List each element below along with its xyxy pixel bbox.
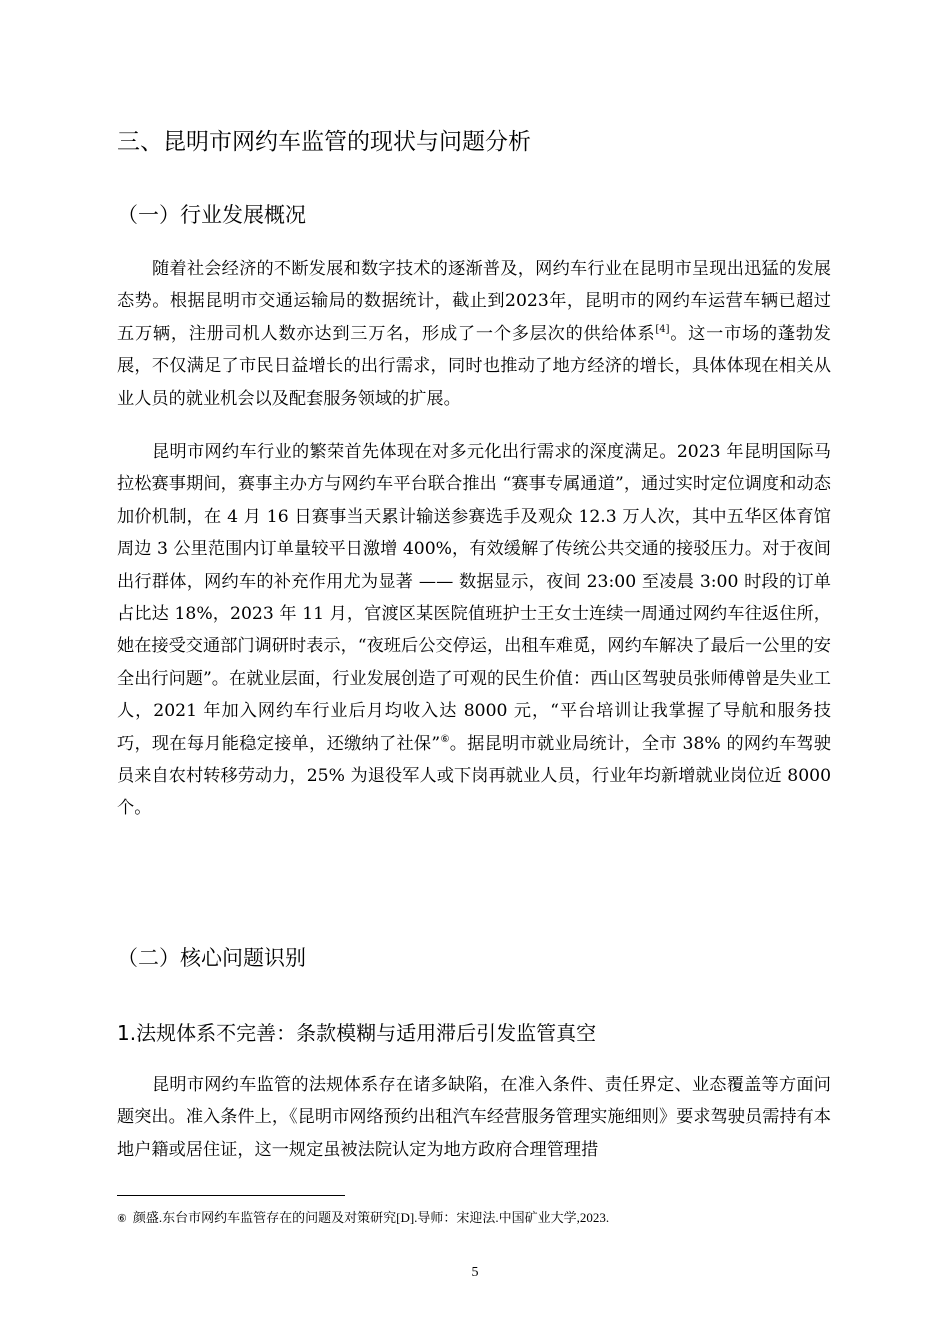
footnote-divider — [117, 1195, 345, 1196]
subsection-title-2: （二）核心问题识别 — [117, 946, 306, 970]
subsection-title-1: （一）行业发展概况 — [117, 203, 306, 227]
paragraph-3: 昆明市网约车监管的法规体系存在诸多缺陷，在准入条件、责任界定、业态覆盖等方面问题突出。准入条件上，《昆明市网络预约出租汽车经营服务管理实施细则》要求驾驶员需持有本地户籍或居住证，这一规定虽被法院认定为地方政府合理管理措 — [117, 1075, 831, 1160]
section-title: 三、昆明市网约车监管的现状与问题分析 — [117, 129, 531, 155]
paragraph-2 — [117, 436, 831, 825]
paragraph-1-tail: 。这一市场的蓬勃发展，不仅满足了市民日益增长的出行需求，同时也推动了地方经济的增长，具体体现在相关从业人员的就业机会以及配套服务领域的扩展。 — [117, 323, 831, 409]
paragraph-2-tail: 。据昆明市就业局统计，全市 38% 的网约车驾驶员来自农村转移劳动力，25% 为退役军人或下岗再就业人员，行业年均新增就业岗位近 8000 个。 — [117, 733, 831, 819]
citation-ref: [4] — [655, 323, 670, 335]
paragraph-1 — [117, 253, 831, 415]
footnote-ref: ⑥ — [440, 733, 450, 745]
footnote — [117, 1209, 609, 1228]
paragraph-2-text: 昆明市网约车行业的繁荣首先体现在对多元化出行需求的深度满足。2023 年昆明国际马拉松赛事期间，赛事主办方与网约车平台联合推出 “赛事专属通道”，通过实时定位调度和动态加价机制，在 4 月 16 日赛事当天累计输送参赛选手及观众 12.3 万人次，其中五华区体育馆周边 3 公里范围内订单量较平日激增 400%，有效缓解了传统公共交通的接驳压力。对于夜间出行群体，网约车的补充作用尤为显著 —— 数据显示，夜间 23:00 至凌晨 3:00 时段的订单占比达 18%，2023 年 11 月，官渡区某医院值班护士王女士连续一周通过网约车往返住所，她在接受交通部门调研时表示，“夜班后公交停运，出租车难觅，网约车解决了最后一公里的安全出行问题”。在就业层面，行业发展创造了可观的民生价值：西山区驾驶员张师傅曾是失业工人，2021 年加入网约车行业后月均收入达 8000 元，“平台培训让我掌握了导航和服务技巧，现在每月能稳定接单，还缴纳了社保” — [117, 442, 831, 754]
subsubsection-title: 1.法规体系不完善：条款模糊与适用滞后引发监管真空 — [117, 1021, 597, 1045]
page-number: 5 — [471, 1265, 479, 1280]
paragraph-1-text: 随着社会经济的不断发展和数字技术的逐渐普及，网约车行业在昆明市呈现出迅猛的发展态势。根据昆明市交通运输局的数据统计，截止到2023年，昆明市的网约车运营车辆已超过五万辆，注册司机人数亦达到三万名，形成了一个多层次的供给体系 — [117, 259, 831, 344]
footnote-text: 颜盛.东台市网约车监管存在的问题及对策研究[D].导师：宋迎法.中国矿业大学,2023. — [132, 1210, 610, 1225]
footnote-mark: ⑥ — [117, 1213, 127, 1225]
